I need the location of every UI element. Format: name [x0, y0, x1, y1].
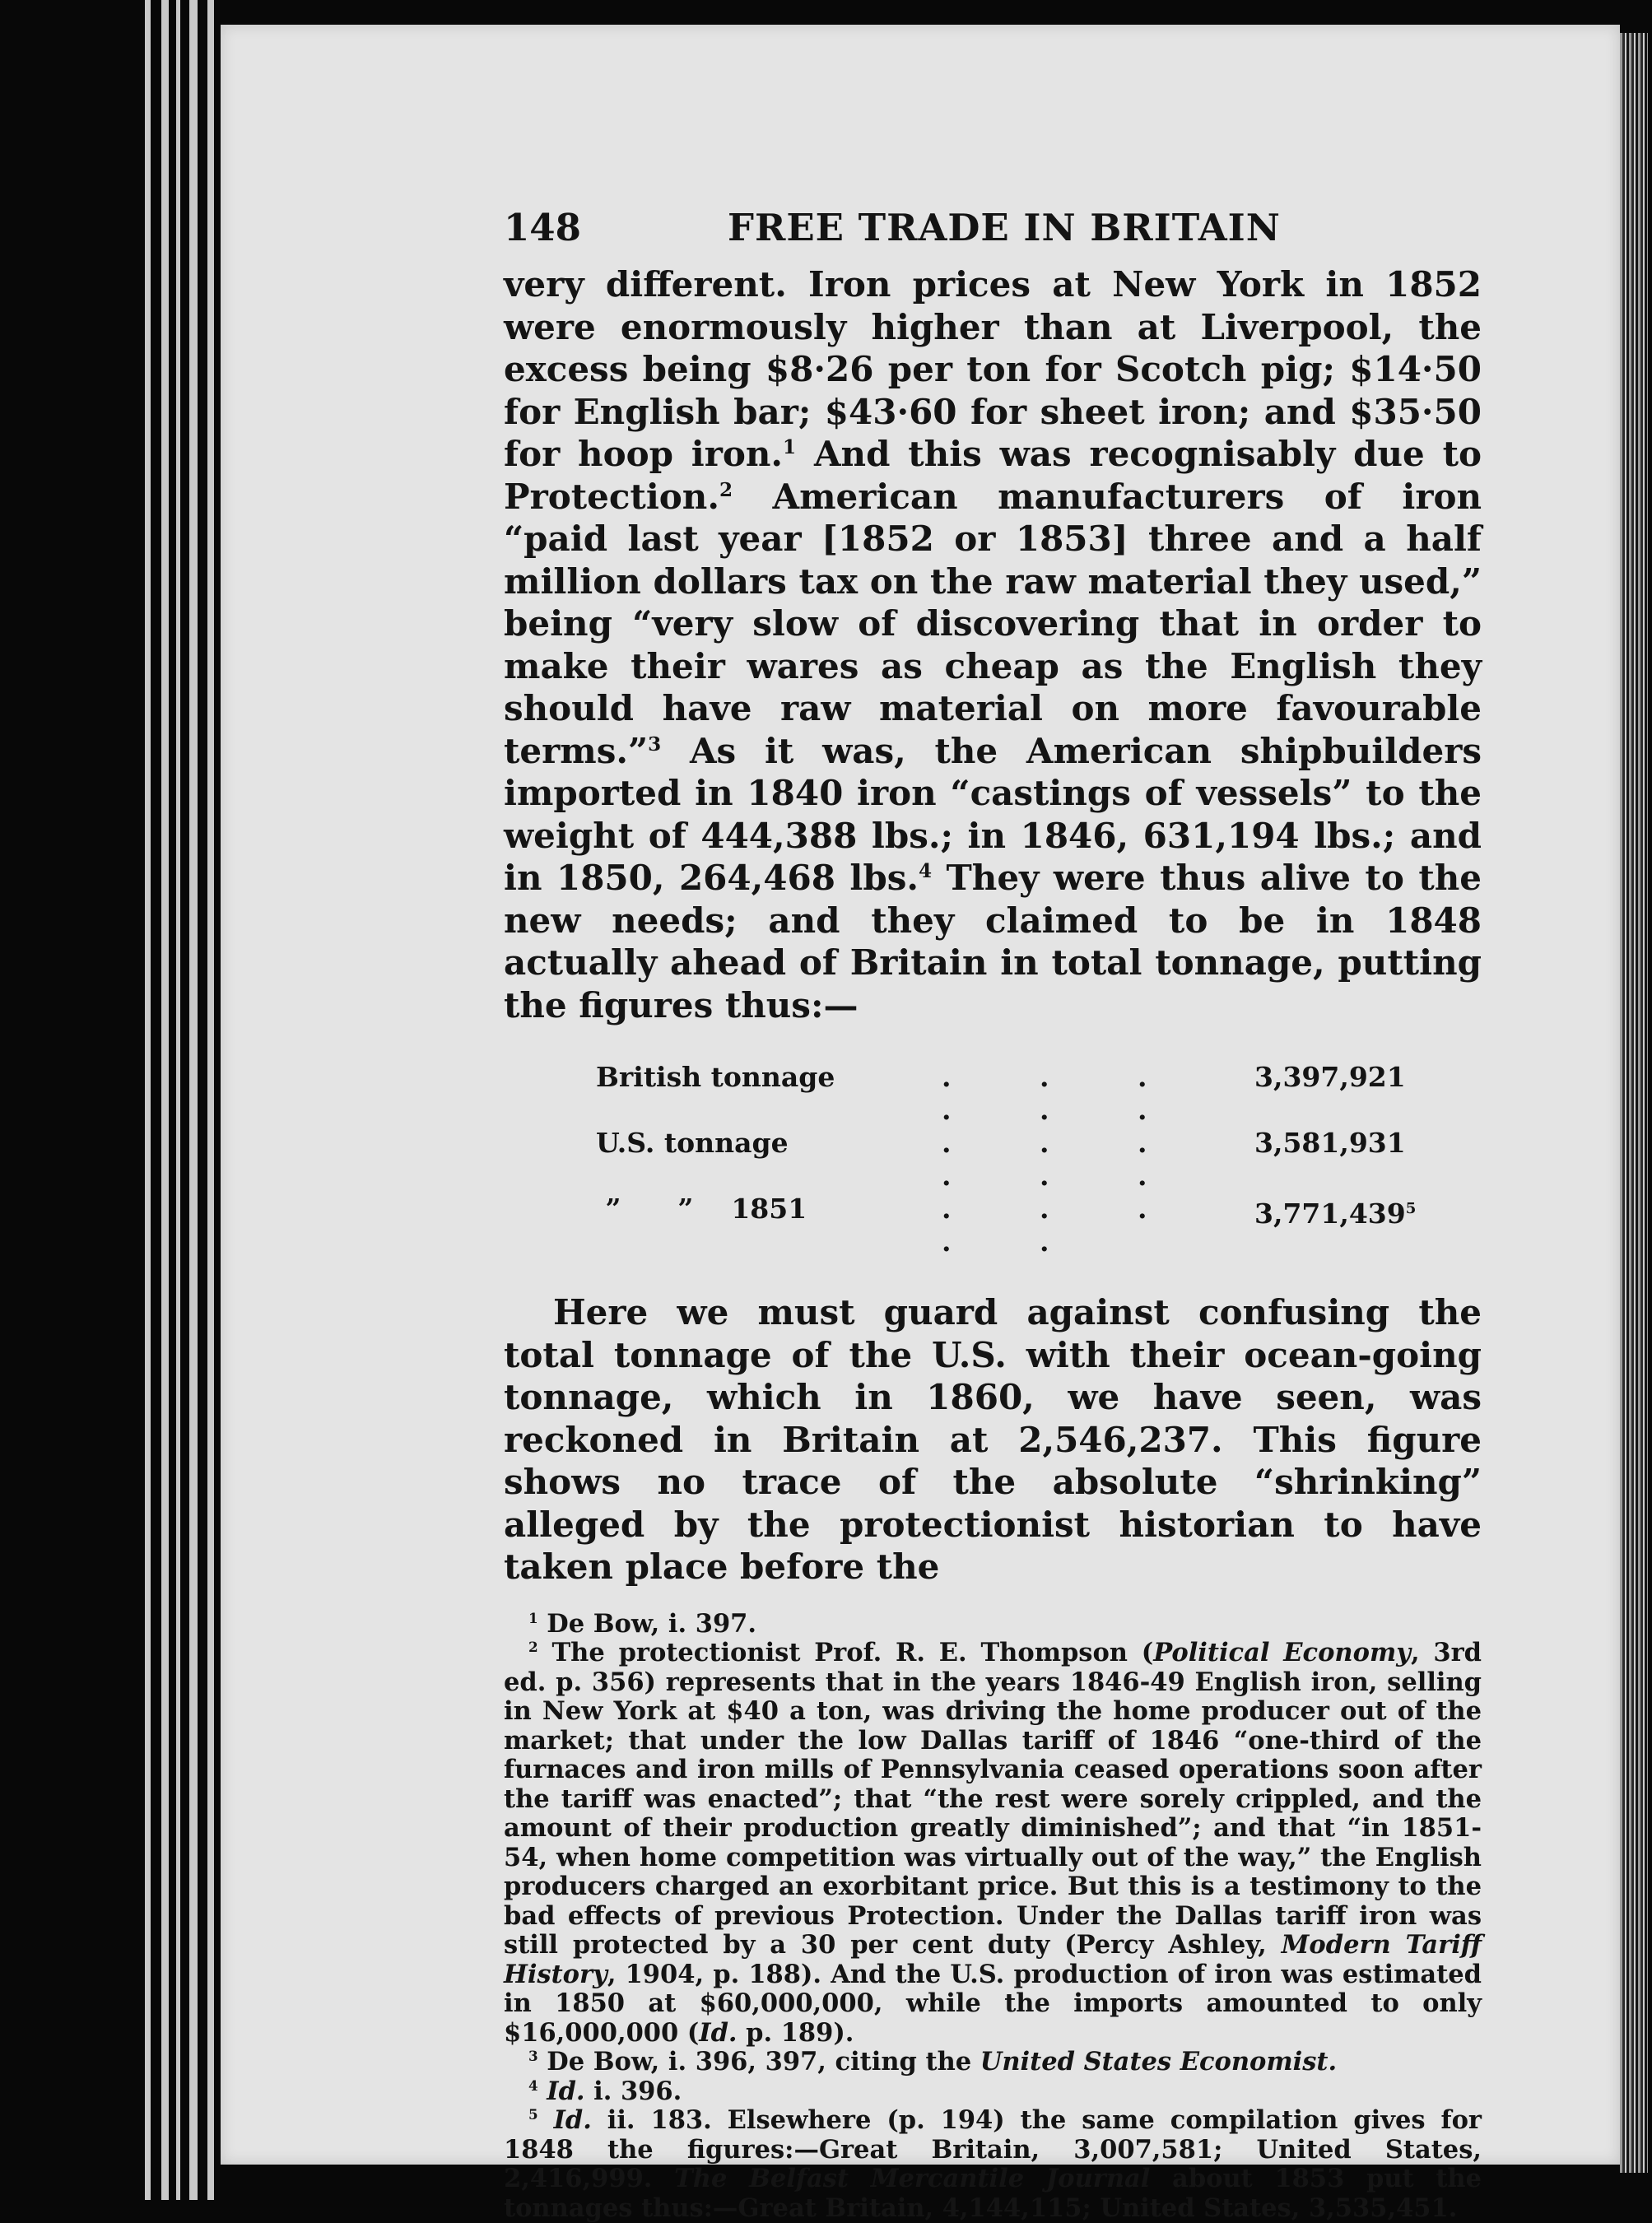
footnote-4	[504, 2077, 1482, 2107]
page-number: 148	[504, 206, 581, 249]
leader-dots: . . . . . .	[942, 1127, 1254, 1193]
footnote-mark: 3	[528, 2048, 538, 2064]
footnote-text: The protectionist Prof. R. E. Thompson (	[551, 1638, 1153, 1667]
footnote-italic: Id.	[554, 2105, 592, 2135]
footnote-italic: Political Economy	[1153, 1638, 1411, 1667]
tonnage-label: ” ” 1851	[596, 1193, 942, 1258]
footnote-ref: 5	[1406, 1200, 1417, 1217]
tonnage-value: 3,397,921	[1254, 1061, 1406, 1093]
tonnage-row	[596, 1193, 1419, 1258]
footnote-1	[504, 1610, 1482, 1639]
running-title: FREE TRADE IN BRITAIN	[728, 206, 1281, 249]
footnote-ref: 4	[919, 860, 932, 882]
footnote-text: , 1904, p. 188). And the U.S. production of iron was estimated in 1850 at $60,000,000, while the imports amounted to only $16,000,000 (	[504, 1960, 1482, 2048]
tonnage-value-cell	[1254, 1061, 1419, 1127]
footnote-italic: Id.	[699, 2018, 737, 2048]
running-head	[504, 206, 1482, 263]
footnote-3	[504, 2048, 1482, 2077]
footnote-ref: 2	[719, 479, 733, 501]
footnote-mark: 5	[528, 2106, 538, 2123]
footnote-text: about 1853 put the tonnages thus:—Great Britain, 4,144,115; United States, 3,535,451.	[504, 2164, 1482, 2223]
footnote-ref: 3	[648, 733, 661, 756]
page-content	[504, 206, 1482, 2223]
footnote-ref: 1	[783, 436, 796, 458]
tonnage-row	[596, 1127, 1419, 1193]
tonnage-label: British tonnage	[596, 1061, 942, 1127]
footnote-mark: 1	[528, 1609, 538, 1625]
footnote-text: i. 396.	[585, 2077, 682, 2106]
footnote-mark: 2	[528, 1639, 538, 1655]
footnote-italic: Modern Tariff History	[504, 1930, 1482, 1989]
book-edge-stripe	[189, 0, 198, 2200]
tonnage-value: 3,771,439	[1254, 1198, 1406, 1230]
tonnage-table	[596, 1061, 1482, 1258]
tonnage-value-cell	[1254, 1193, 1419, 1258]
book-edge-stripe	[176, 0, 180, 2200]
para-text: As it was, the American shipbuilders imported in 1840 iron “castings of vessels” to the weight of 444,388 lbs.; in 1846, 631,194 lbs.; and in 1850, 264,468 lbs.	[504, 731, 1482, 899]
leader-dots: . . . . . .	[942, 1061, 1254, 1127]
tonnage-label: U.S. tonnage	[596, 1127, 942, 1193]
footnotes	[504, 1610, 1482, 2223]
para-text: American manufacturers of iron “paid last year [1852 or 1853] three and a half million dollars tax on the raw material they used,” being “very slow of discovering that in order to make their wares as cheap as the English they should have raw material on more favourable terms.”	[504, 477, 1482, 771]
para-text: They were thus alive to the new needs; and they claimed to be in 1848 actually ahead of Britain in total tonnage, putting the figures thus:—	[504, 858, 1482, 1025]
book-edge-stripe	[207, 0, 214, 2200]
page-right-edge	[1620, 33, 1648, 2173]
tonnage-row	[596, 1061, 1419, 1127]
footnote-italic: Id.	[547, 2077, 584, 2106]
footnote-italic: United States Economist.	[980, 2047, 1337, 2077]
book-edge-stripe	[161, 0, 169, 2200]
footnote-text: , 3rd ed. p. 356) represents that in the years 1846-49 English iron, selling in New York at $40 a ton, was driving the home producer out of the market; that under the low Dallas tariff of 1846 “one-third of the furnaces and iron mills of Pennsylvania ceased operations soon after the tariff was enacted”; that “the rest were sorely crippled, and the amount of their production greatly diminished”; and that “in 1851-54, when home competition was virtually out of the way,” the English producers charged an exorbitant price. But this is a testimony to the bad effects of previous Protection. Under the Dallas tariff iron was still protected by a 30 per cent duty (Percy Ashley,	[504, 1638, 1482, 1960]
footnote-italic: The Belfast Mercantile Journal	[674, 2164, 1150, 2193]
para-text: very different. Iron prices at New York in 1852 were enormously higher than at Liverpool, the excess being $8·26 per ton for Scotch pig; $14·50 for English bar; $43·60 for sheet iron; and $35·50 for hoop iron.	[504, 264, 1482, 474]
tonnage-value-cell	[1254, 1127, 1419, 1193]
tonnage-value: 3,581,931	[1254, 1127, 1406, 1159]
para-text: And this was recognisably due to Protection.	[504, 434, 1482, 517]
footnote-text: ii. 183. Elsewhere (p. 194) the same compilation gives for 1848 the figures:—Great Britain, 3,007,581; United States, 2,416,999.	[504, 2105, 1482, 2193]
footnote-text: De Bow, i. 396, 397, citing the	[547, 2047, 980, 2077]
leader-dots: . . . . .	[942, 1193, 1254, 1258]
paragraph-1	[504, 263, 1482, 1026]
footnote-mark: 4	[528, 2077, 538, 2093]
footnote-5	[504, 2106, 1482, 2223]
footnote-text: p. 189).	[738, 2018, 854, 2048]
footnote-2	[504, 1639, 1482, 2048]
footnote-text: De Bow, i. 397.	[547, 1609, 756, 1639]
book-edge-stripe	[145, 0, 151, 2200]
paragraph-2: Here we must guard against confusing the total tonnage of the U.S. with their ocean-going tonnage, which in 1860, we have seen, was reckoned in Britain at 2,546,237. This figure shows no trace of the absolute “shrinking” alleged by the protectionist historian to have taken place before the	[504, 1291, 1482, 1588]
